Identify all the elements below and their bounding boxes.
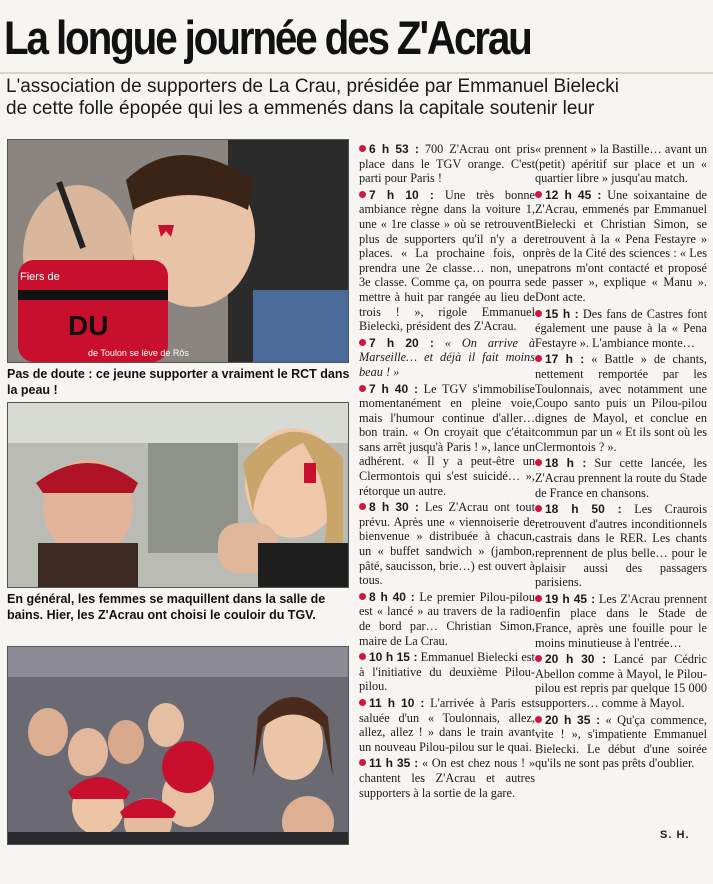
bullet-icon <box>359 145 366 152</box>
timeline-entry: 10 h 15 : Emmanuel Bielecki est à l'initiative du deuxième Pilou-pilou. <box>359 650 535 694</box>
column-2-continuation: « prennent » la Bastille… avant un (petit) apéritif sur place et un « quartier libre » jusqu'au match. <box>535 142 707 186</box>
bullet-icon <box>359 653 366 660</box>
timeline-entry: 20 h 35 : « Qu'ça commence, vite ! », s'impatiente Emmanuel Bielecki. Le début d'une soirée qu'ils ne sont pas prêts d'oublier. <box>535 712 707 771</box>
bullet-icon <box>535 191 542 198</box>
cheek-flag <box>304 463 316 483</box>
lede <box>6 76 711 120</box>
bullet-icon <box>359 503 366 510</box>
timeline-column-1 <box>359 142 535 802</box>
photo-group-train <box>7 646 349 845</box>
lede-line-1: L'association de supporters de La Crau, présidée par Emmanuel Bielecki <box>6 76 620 97</box>
scarf-letters: DU <box>68 310 109 341</box>
bullet-icon <box>359 699 366 706</box>
photo-young-supporter-illustration <box>8 140 348 362</box>
header-divider <box>0 72 713 74</box>
timeline-entry: 11 h 10 : L'arrivée à Paris est saluée d'un « Toulonnais, allez, allez, allez ! » dans le train avant un nouveau Pilou-pilou sur le quai. <box>359 695 535 754</box>
bullet-icon <box>359 339 366 346</box>
caption-photo-2: En général, les femmes se maquillent dans la salle de bains. Hier, les Z'Acrau ont choisi le couloir du TGV. <box>7 592 326 622</box>
photo-makeup-illustration <box>8 403 348 587</box>
timeline-entry: 19 h 45 : Les Z'Acrau prennent enfin place dans le Stade de France, après une fouille pour le moins minutieuse à l'entrée… <box>535 591 707 650</box>
bullet-icon <box>535 655 542 662</box>
timeline-entry: 18 h : Sur cette lancée, les Z'Acrau prennent la route du Stade de France en chansons. <box>535 456 708 500</box>
shirt-text: Fiers de <box>20 271 60 283</box>
red-wig <box>162 741 214 793</box>
caption-photo-1: Pas de doute : ce jeune supporter a vraiment le RCT dans la peau ! <box>7 367 350 397</box>
bullet-icon <box>535 355 542 362</box>
bullet-icon <box>535 505 542 512</box>
bullet-icon <box>535 716 542 723</box>
lede-line-2: de cette folle épopée qui les a emmenés dans la capitale soutenir leur <box>6 98 595 119</box>
timeline-entry: 15 h : Des fans de Castres font également une pause à la « Pena Festayre ». L'ambiance monte… <box>535 306 708 350</box>
timeline-entry: 12 h 45 : Une soixantaine de Z'Acrau, emmenés par Emmanuel Bielecki et Christian Simon, se retrouvent à la « Pena Festayre » près de la Cité des sciences : « Les patrons m'ont contacté et proposé de passer », explique « Manu ». Dont acte. <box>535 187 707 304</box>
bullet-icon <box>359 593 366 600</box>
byline: S. H. <box>660 829 690 841</box>
timeline-column-2 <box>535 142 707 773</box>
bullet-icon <box>535 595 542 602</box>
timeline-entry: 11 h 35 : « On est chez nous ! » chantent les Z'Acrau et autres supporters à la sortie de la gare. <box>359 756 535 800</box>
headline: La longue journée des Z'Acrau <box>4 11 531 64</box>
photo-group-illustration <box>8 647 348 844</box>
timeline-entry: 20 h 30 : Lancé par Cédric Abellon comme à Mayol, le Pilou-pilou est repris par quelque 15 000 supporters… comme à Mayol. <box>535 652 707 710</box>
bullet-icon <box>359 385 366 392</box>
bullet-icon <box>359 191 366 198</box>
timeline-entry: 7 h 40 : Le TGV s'immobilise momentanément en pleine voie, mais l'humour continue d'aller… bon train. « On croyait que c'était sans arrêt jusqu'à Paris ! », lance un adhérent. « Il y a peut-être un Clermontois qui s'est suicidé… », rétorque un autre. <box>359 381 535 498</box>
bullet-icon <box>535 459 542 466</box>
timeline-entry: 8 h 40 : Le premier Pilou-pilou est « lancé » au travers de la radio de bord par… Christian Simon, maire de La Crau. <box>359 589 535 648</box>
bullet-icon <box>535 310 542 317</box>
timeline-entry: 6 h 53 : 700 Z'Acrau ont pris place dans le TGV orange. C'est parti pour Paris ! <box>359 142 536 186</box>
timeline-entry: 18 h 50 : Les Craurois retrouvent d'autres inconditionnels castrais dans le RER. Les chants reprennent de plus belle… pour le plaisir aussi des passagers parisiens. <box>535 502 707 590</box>
timeline-entry: 8 h 30 : Les Z'Acrau ont tout prévu. Après une « viennoiserie de bienvenue » distribuée à chacun, un « buffet sandwich » (jambon, pâté, saucisson, brie…) est ouvert à tous. <box>359 500 535 588</box>
bullet-icon <box>359 759 366 766</box>
photo-young-supporter <box>7 139 349 363</box>
timeline-entry: 7 h 10 : Une très bonne ambiance règne dans la voiture 1, une « 1re classe » où se retrouvent plus de supporters qu'il n'y a de places. « La prochaine fois, on prendra une 2e classe… non, une 3e classe. Comme ça, on pourra se mettre à huit par rangée au lieu de trois ! », rigole Emmanuel Bielecki, président des Z'Acrau. <box>359 187 535 334</box>
timeline-entry: 7 h 20 : « On arrive à Marseille… et déjà il fait moins beau ! » <box>359 335 535 379</box>
scarf-text: de Toulon se lève de Rôs <box>88 348 189 358</box>
photo-makeup-corridor <box>7 402 349 588</box>
timeline-entry: 17 h : « Battle » de chants, nettement remportée par les Toulonnais, avec notamment une Coupo santo puis un Pilou-pilou dignes de Mayol, et conclue en commun par un « Et ils sont où les Clermontois ? ». <box>535 352 708 454</box>
